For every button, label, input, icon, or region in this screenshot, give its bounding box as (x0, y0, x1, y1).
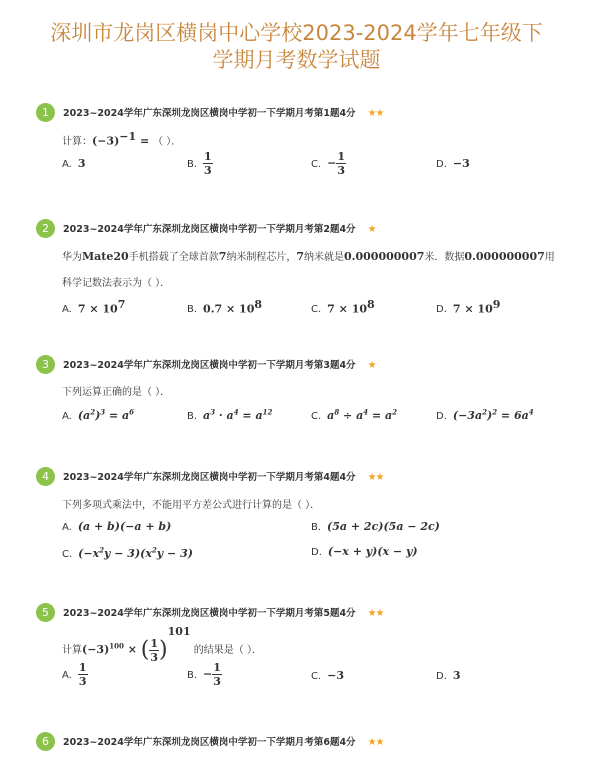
option-a[interactable]: A. 3 (62, 157, 86, 170)
option-a[interactable]: A. $\frac{1}{3}$ (62, 661, 87, 688)
question-number-badge: 5 (36, 603, 55, 622)
option-d[interactable]: D. $(-3a^2)^2 = 6a^4$ (436, 407, 534, 422)
option-c[interactable]: C. $(-x^2y - 3)(x^2y - 3)$ (62, 545, 193, 560)
document-title (0, 20, 593, 74)
question-stem: 下列运算正确的是（ ）． (62, 387, 171, 398)
question-stem-line-2: 科学记数法表示为（ ）． (62, 278, 171, 289)
question-source: 2023~2024学年广东深圳龙岗区横岗中学初一下学期月考第5题4分 ★★ (63, 608, 384, 619)
option-d[interactable]: D. 3 (436, 669, 461, 682)
question-number-badge: 4 (36, 467, 55, 486)
option-d[interactable]: D. (−x + y)(x − y) (311, 545, 418, 558)
question-source: 2023~2024学年广东深圳龙岗区横岗中学初一下学期月考第4题4分 ★★ (63, 472, 384, 483)
difficulty-stars: ★ (367, 224, 376, 235)
option-c[interactable]: C. − $\frac{1}{3}$ (311, 150, 346, 177)
option-b[interactable]: B. − $\frac{1}{3}$ (187, 661, 221, 688)
option-b[interactable]: B. $a^3 \cdot a^4 = a^{12}$ (187, 407, 273, 422)
title-line-1: 深圳市龙岗区横岗中心学校2023-2024学年七年级下 (50, 21, 543, 45)
question-stem-line-1: 华为Mate20手机搭载了全球首款7纳米制程芯片，7纳米就是0.000000007米．数据0.000000007用 (62, 250, 555, 263)
option-a[interactable]: A. (a + b)(−a + b) (62, 520, 172, 533)
option-d[interactable]: D. −3 (436, 157, 470, 170)
option-d[interactable]: D. $7 \times 10^9$ (436, 298, 501, 316)
option-c[interactable]: C. $a^8 \div a^4 = a^2$ (311, 407, 397, 422)
difficulty-stars: ★★ (367, 608, 384, 619)
question-stem: 下列多项式乘法中，不能用平方差公式进行计算的是（ ）． (62, 500, 321, 511)
option-c[interactable]: C. $7 \times 10^8$ (311, 298, 375, 316)
question-source: 2023~2024学年广东深圳龙岗区横岗中学初一下学期月考第2题4分 ★ (63, 224, 376, 235)
question-number-badge: 2 (36, 219, 55, 238)
difficulty-stars: ★★ (367, 472, 384, 483)
question-source: 2023~2024学年广东深圳龙岗区横岗中学初一下学期月考第3题4分 ★ (63, 360, 376, 371)
difficulty-stars: ★★ (367, 108, 384, 119)
option-b[interactable]: B. $\frac{1}{3}$ (187, 150, 212, 177)
question-number-badge: 6 (36, 732, 55, 751)
question-stem: 计算$(-3)^{100}$ × ( $\frac{1}{3}$ )$^{101}$ 的结果是（ ）． (62, 625, 262, 664)
option-b[interactable]: B. $0.7 \times 10^8$ (187, 298, 263, 316)
question-source: 2023~2024学年广东深圳龙岗区横岗中学初一下学期月考第6题4分 ★★ (63, 737, 384, 748)
difficulty-stars: ★ (367, 360, 376, 371)
question-number-badge: 1 (36, 103, 55, 122)
difficulty-stars: ★★ (367, 737, 384, 748)
option-a[interactable]: A. $(a^2)^3 = a^6$ (62, 407, 135, 422)
option-a[interactable]: A. $7 \times 10^7$ (62, 298, 126, 316)
question-source: 2023~2024学年广东深圳龙岗区横岗中学初一下学期月考第1题4分 ★★ (63, 108, 384, 119)
question-stem: 计算：$(-3)^{-1}$ = （ ）． (62, 130, 182, 148)
option-c[interactable]: C. −3 (311, 669, 345, 682)
title-line-2: 学期月考数学试题 (212, 48, 381, 72)
question-number-badge: 3 (36, 355, 55, 374)
option-b[interactable]: B. (5a + 2c)(5a − 2c) (311, 520, 440, 533)
